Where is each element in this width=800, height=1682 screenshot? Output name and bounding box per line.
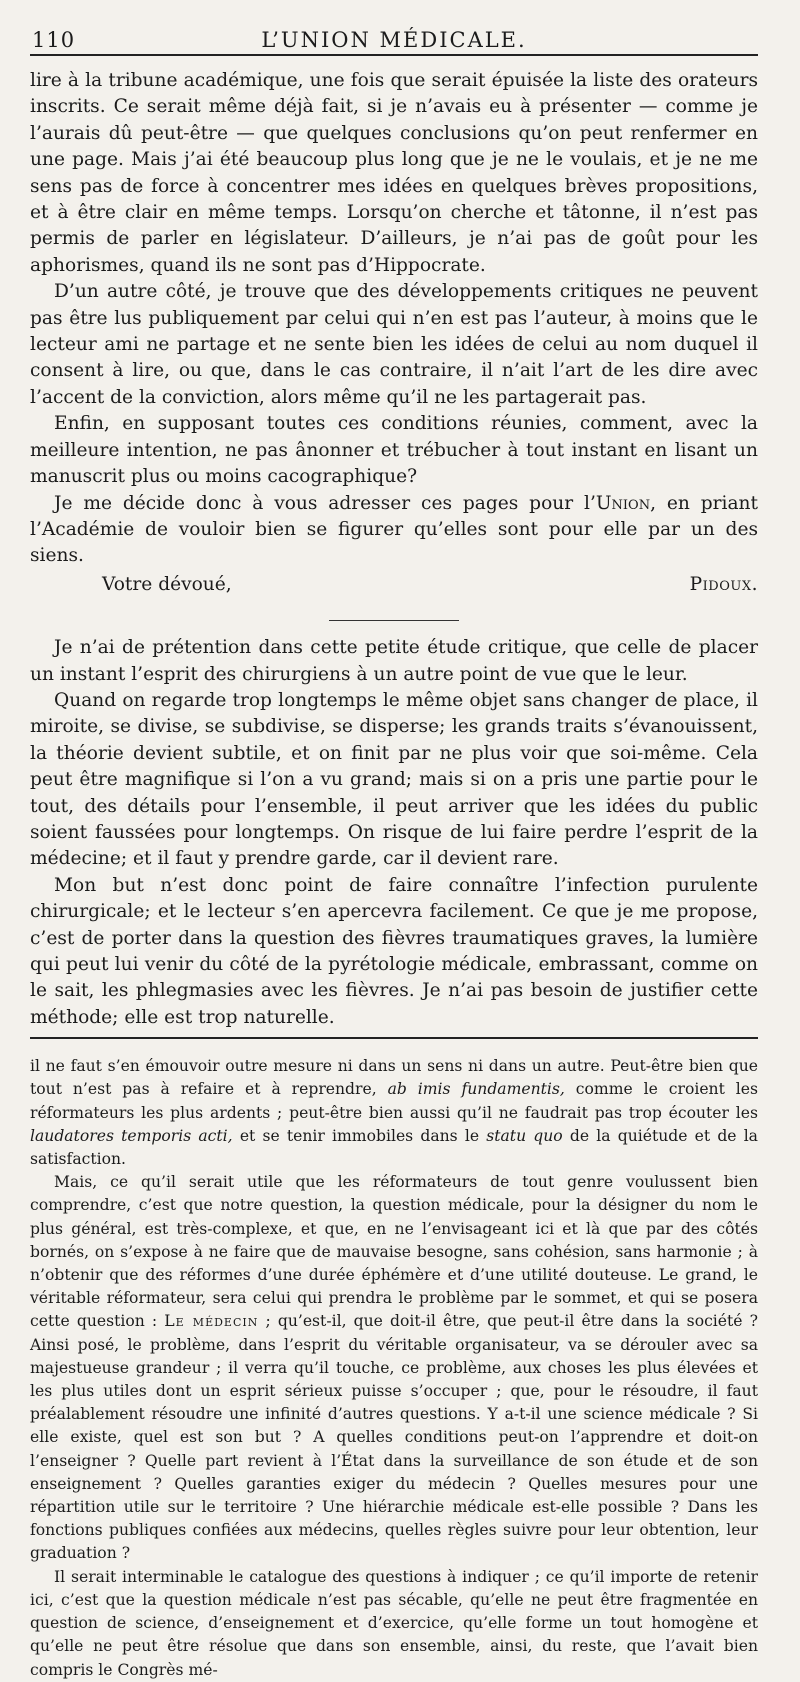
- letter-section: [30, 68, 758, 598]
- journal-title: L’UNION MÉDICALE.: [261, 28, 527, 52]
- letter-paragraph-2: D’un autre côté, je trouve que des développements critiques ne peuvent pas être lus publiquement par celui qui n’en est pas l’auteur, à moins que le lecteur ami ne partage et ne sente bien les idées de celui au nom duquel il consent à lire, ou que, dans le cas contraire, il n’ait l’art de les dire avec l’accent de la conviction, alors même qu’il ne les partagerait pas.: [30, 281, 758, 408]
- feuilleton-text: comme le croient les réformateurs les plus ardents ; peut-être bien aussi qu’il ne faudrait pas trop écouter les: [30, 1080, 758, 1122]
- feuilleton-text: Mais, ce qu’il serait utile que les réformateurs de tout genre voulussent bien comprendre, c’est que notre question, la question médicale, pour la désigner du nom le plus général, est très-complexe, et que, en ne l’envisageant ici et là que par des côtés bornés, on s’expose à ne faire que de mauvaise besogne, sans cohésion, sans harmonie ; à n’obtenir que des réformes d’une durée éphémère et d’une utilité douteuse. Le grand, le véritable réformateur, sera celui qui prendra le problème par le sommet, et qui se posera cette question :: [30, 1173, 758, 1331]
- feuilleton-text: et se tenir immobiles dans le: [232, 1126, 487, 1145]
- signoff: [30, 572, 758, 598]
- feuilleton-paragraph-2: [30, 1171, 758, 1565]
- feuilleton-paragraph-1: [30, 1055, 758, 1171]
- letter-p4-start: Je me décide donc à vous adresser ces pages pour l’: [54, 492, 596, 514]
- journal-name-inline: Union: [595, 492, 651, 514]
- feuilleton-paragraph-3: Il serait interminable le catalogue des questions à indiquer ; ce qu’il importe de retenir ici, c’est que la question médicale n’est pas sécable, qu’elle ne peut être fragmentée en question de science, d’enseignement et d’exercice, qu’elle forme un tout homogène et qu’elle ne peut être résolue que dans son ensemble, ainsi, du reste, que l’avait bien compris le Congrès mé-: [30, 1567, 758, 1679]
- author-signature: Pidoux.: [689, 573, 758, 595]
- letter-paragraph-4: [30, 491, 758, 570]
- latin-phrase: statu quo: [486, 1126, 563, 1145]
- feuilleton-rule: [30, 1037, 758, 1039]
- essay-paragraph-1: Je n’ai de prétention dans cette petite étude critique, que celle de placer un instant l’esprit des chirurgiens à un autre point de vue que le leur.: [30, 637, 758, 685]
- letter-paragraph-3: Enfin, en supposant toutes ces conditions réunies, comment, avec la meilleure intention, ne pas ânonner et trébucher à tout instant en lisant un manuscrit plus ou moins cacographique?: [30, 413, 758, 488]
- latin-phrase: ab imis fundamentis,: [387, 1080, 565, 1099]
- section-separator: [329, 620, 459, 621]
- feuilleton-text: ; qu’est-il, que doit-il être, que peut-il être dans la société ? Ainsi posé, le problème, dans l’esprit du véritable organisateur, va se dérouler avec sa majestueuse grandeur ; il verra qu’il touche, ce problème, aux choses les plus élevées et les plus utiles dont un esprit sérieux puisse s’occuper ; que, pour le résoudre, il faut préalablement résoudre une infinité d’autres questions. Y a-t-il une science médicale ? Si elle existe, quel est son but ? A quelles conditions peut-on l’apprendre et doit-on l’enseigner ? Quelle part revient à l’État dans la surveillance de son étude et de son enseignement ? Quelles garanties exiger du médecin ? Quelles mesures pour une répartition utile sur le territoire ? Une hiérarchie médicale est-elle possible ? Dans les fonctions publiques confiées aux médecins, quelles règles suivre pour leur obtention, leur graduation ?: [30, 1312, 759, 1563]
- page-number: 110: [32, 28, 76, 52]
- essay-section: [30, 635, 758, 1031]
- closing-formula: Votre dévoué,: [102, 573, 232, 595]
- essay-paragraph-3: Mon but n’est donc point de faire connaître l’infection purulente chirurgicale; et le lecteur s’en apercevra facilement. Ce que je me propose, c’est de porter dans la question des fièvres traumatiques graves, la lumière qui peut lui venir du côté de la pyrétologie médicale, embrassant, comme on le sait, les phlegmasies avec les fièvres. Je n’ai pas besoin de justifier cette méthode; elle est trop naturelle.: [30, 874, 758, 1028]
- feuilleton-text: de la quiétude et de la satisfaction.: [30, 1126, 758, 1169]
- page-header: [30, 14, 758, 54]
- feuilleton-section: [30, 1055, 758, 1681]
- feuilleton-text: il ne faut s’en émouvoir outre mesure ni dans un sens ni dans un autre. Peut-être bien que tout n’est pas à refaire et à reprendre,: [30, 1057, 758, 1099]
- header-rule: [30, 54, 758, 56]
- smallcaps-term: Le médecin: [164, 1312, 259, 1331]
- letter-p4-end: , en priant l’Académie de vouloir bien se figurer qu’elles sont pour elle par un des siens.: [30, 492, 759, 567]
- essay-paragraph-2: Quand on regarde trop longtemps le même objet sans changer de place, il miroite, se divise, se subdivise, se disperse; les grands traits s’évanouissent, la théorie devient subtile, et on finit par ne plus voir que soi-même. Cela peut être magnifique si l’on a vu grand; mais si on a pris une partie pour le tout, des détails pour l’ensemble, il peut arriver que les idées du public soient faussées pour longtemps. On risque de lui faire perdre l’esprit de la médecine; et il faut y prendre garde, car il devient rare.: [30, 689, 758, 870]
- letter-paragraph-1: lire à la tribune académique, une fois que serait épuisée la liste des orateurs inscrits. Ce serait même déjà fait, si je n’avais eu à présenter — comme je l’aurais dû peut-être — que quelques conclusions qu’on peut renfermer en une page. Mais j’ai été beaucoup plus long que je ne le voulais, et je ne me sens pas de force à concentrer mes idées en quelques brèves propositions, et à être clair en même temps. Lorsqu’on cherche et tâtonne, il n’est pas permis de parler en législateur. D’ailleurs, je n’ai pas de goût pour les aphorismes, quand ils ne sont pas d’Hippocrate.: [30, 70, 758, 276]
- latin-phrase: laudatores temporis acti,: [30, 1126, 233, 1145]
